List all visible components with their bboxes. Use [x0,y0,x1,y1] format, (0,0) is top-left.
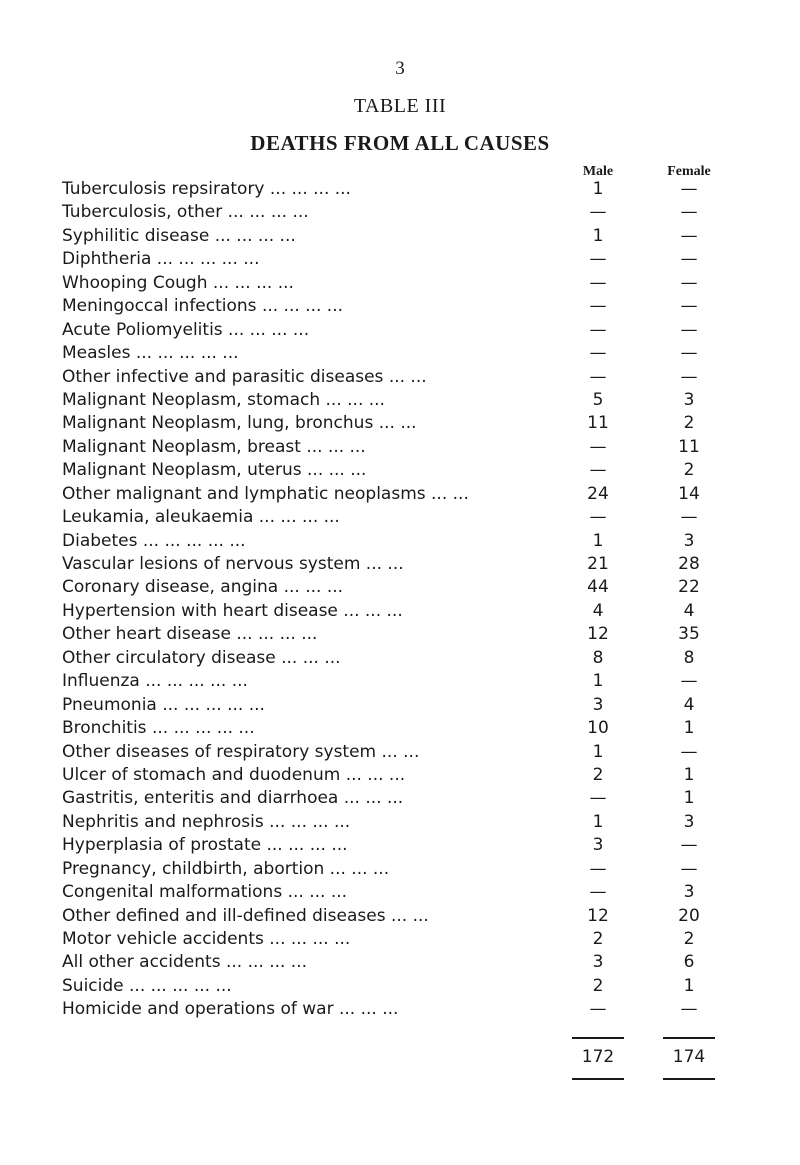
female-count: 35 [678,624,700,645]
table-row [62,530,782,553]
female-count: — [680,225,698,246]
male-count: 12 [587,624,609,645]
female-count: — [680,179,698,199]
male-count: 21 [587,554,609,574]
male-count: — [589,343,607,364]
cause-label: Homicide and operations of war ... ... ... [62,999,399,1020]
deaths-table [62,178,782,1022]
cause-label: Gastritis, enteritis and diarrhoea ... ... ... [62,788,404,809]
male-count: — [589,460,607,481]
cause-label: Tuberculosis repsiratory ... ... ... ... [62,179,351,199]
male-count: 5 [592,389,604,410]
cause-label: Malignant Neoplasm, lung, bronchus ... ... [62,413,417,434]
total-female: 174 [672,1047,706,1067]
male-count: — [589,366,607,387]
cause-label: Diphtheria ... ... ... ... ... [62,249,260,270]
table-row [62,506,782,529]
table-label: TABLE III [353,95,447,117]
table-row [62,858,782,881]
male-count: 44 [587,577,609,598]
total-rule-female-top [663,1037,715,1039]
cause-label: Leukamia, aleukaemia ... ... ... ... [62,507,340,528]
cause-label: Vascular lesions of nervous system ... ... [62,554,404,574]
male-count: — [589,249,607,270]
male-count: — [589,272,607,293]
male-count: 4 [592,600,604,621]
male-count: — [589,999,607,1020]
male-count: — [589,319,607,340]
cause-label: Motor vehicle accidents ... ... ... ... [62,929,351,949]
male-count: 11 [587,413,609,434]
column-header-male: Male [582,164,614,179]
cause-label: Whooping Cough ... ... ... ... [62,272,294,293]
cause-label: Nephritis and nephrosis ... ... ... ... [62,811,351,832]
cause-label: All other accidents ... ... ... ... [62,952,308,973]
cause-label: Meningoccal infections ... ... ... ... [62,296,343,317]
cause-label: Other infective and parasitic diseases ... ... [62,366,427,387]
cause-label: Congenital malformations ... ... ... [62,882,348,903]
female-count: — [680,296,698,317]
table-row [62,741,782,764]
female-count: 4 [683,600,695,621]
cause-label: Influenza ... ... ... ... ... [62,671,248,692]
cause-label: Other malignant and lymphatic neoplasms ... ... [62,483,469,504]
table-row [62,319,782,342]
table-row [62,459,782,482]
page-number: 3 [395,58,405,79]
female-count: 3 [683,811,695,832]
table-row [62,975,782,998]
cause-label: Malignant Neoplasm, uterus ... ... ... [62,460,367,481]
female-count: — [680,319,698,340]
cause-label: Hyperplasia of prostate ... ... ... ... [62,835,348,856]
male-count: 12 [587,905,609,926]
female-count: 4 [683,694,695,715]
table-row [62,342,782,365]
cause-label: Acute Poliomyelitis ... ... ... ... [62,319,310,340]
table-row [62,412,782,435]
table-row [62,811,782,834]
table-title: DEATHS FROM ALL CAUSES [250,131,550,155]
table-row [62,764,782,787]
table-row [62,389,782,412]
cause-label: Pregnancy, childbirth, abortion ... ... ... [62,858,390,879]
female-count: 2 [683,460,695,481]
female-count: — [680,272,698,293]
cause-label: Suicide ... ... ... ... ... [62,975,232,996]
cause-label: Diabetes ... ... ... ... ... [62,530,246,551]
female-count: 22 [678,577,700,598]
male-count: 3 [592,694,604,715]
cause-label: Pneumonia ... ... ... ... ... [62,694,265,715]
table-row [62,248,782,271]
male-count: 10 [587,718,609,739]
male-count: 1 [592,671,604,692]
cause-label: Other heart disease ... ... ... ... [62,624,318,645]
female-count: 3 [683,389,695,410]
female-count: 28 [678,554,700,574]
table-row [62,600,782,623]
table-row [62,366,782,389]
table-row [62,436,782,459]
female-count: 20 [678,905,700,926]
table-row [62,225,782,248]
female-count: 1 [683,718,695,739]
male-count: — [589,436,607,457]
female-count: — [680,507,698,528]
female-count: — [680,858,698,879]
female-count: — [680,249,698,270]
table-row [62,694,782,717]
cause-label: Ulcer of stomach and duodenum ... ... ... [62,764,406,785]
male-count: 1 [592,811,604,832]
female-count: — [680,999,698,1020]
female-count: 11 [678,436,700,457]
male-count: 8 [592,647,604,668]
table-row [62,553,782,576]
male-count: — [589,882,607,903]
female-count: — [680,741,698,762]
cause-label: Bronchitis ... ... ... ... ... [62,718,255,739]
cause-label: Malignant Neoplasm, stomach ... ... ... [62,389,385,410]
table-row [62,178,782,201]
male-count: 2 [592,764,604,785]
female-count: — [680,343,698,364]
male-count: 3 [592,952,604,973]
male-count: — [589,858,607,879]
table-row [62,201,782,224]
table-row [62,787,782,810]
table-row [62,670,782,693]
table-row [62,295,782,318]
female-count: 3 [683,530,695,551]
table-row [62,905,782,928]
table-row [62,928,782,951]
cause-label: Syphilitic disease ... ... ... ... [62,225,296,246]
table-row [62,272,782,295]
female-count: 1 [683,764,695,785]
female-count: — [680,202,698,223]
male-count: 24 [587,483,609,504]
table-row [62,647,782,670]
cause-label: Hypertension with heart disease ... ... ... [62,600,403,621]
cause-label: Other circulatory disease ... ... ... [62,647,341,668]
male-count: — [589,788,607,809]
table-row [62,483,782,506]
female-count: — [680,366,698,387]
table-row [62,717,782,740]
male-count: 1 [592,530,604,551]
male-count: — [589,507,607,528]
cause-label: Coronary disease, angina ... ... ... [62,577,344,598]
cause-label: Measles ... ... ... ... ... [62,343,239,364]
female-count: 8 [683,647,695,668]
male-count: 3 [592,835,604,856]
table-row [62,998,782,1021]
total-rule-male-top [572,1037,624,1039]
female-count: 2 [683,929,695,949]
table-row [62,951,782,974]
table-row [62,881,782,904]
total-rule-male-bottom [572,1078,624,1080]
female-count: 14 [678,483,700,504]
male-count: 1 [592,225,604,246]
cause-label: Malignant Neoplasm, breast ... ... ... [62,436,366,457]
female-count: 6 [683,952,695,973]
male-count: — [589,296,607,317]
column-header-female: Female [667,164,711,179]
male-count: — [589,202,607,223]
male-count: 1 [592,179,604,199]
table-row [62,623,782,646]
male-count: 2 [592,975,604,996]
male-count: 1 [592,741,604,762]
table-row [62,834,782,857]
female-count: — [680,671,698,692]
total-male: 172 [581,1047,615,1067]
female-count: 2 [683,413,695,434]
male-count: 2 [592,929,604,949]
female-count: — [680,835,698,856]
cause-label: Other diseases of respiratory system ... ... [62,741,420,762]
female-count: 3 [683,882,695,903]
cause-label: Other defined and ill-defined diseases ... ... [62,905,429,926]
cause-label: Tuberculosis, other ... ... ... ... [62,202,309,223]
total-rule-female-bottom [663,1078,715,1080]
female-count: 1 [683,788,695,809]
table-row [62,576,782,599]
female-count: 1 [683,975,695,996]
